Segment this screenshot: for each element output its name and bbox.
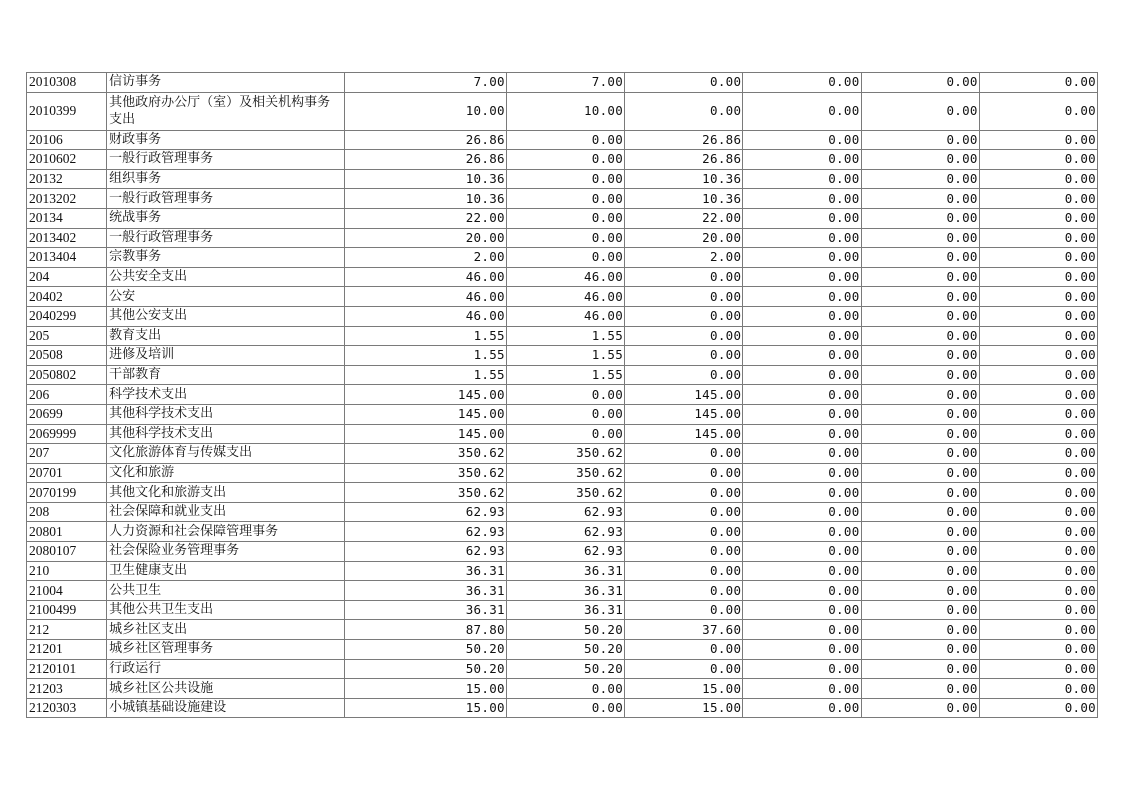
amount-col-2-cell: 50.20: [506, 620, 624, 640]
amount-col-4-cell: 0.00: [743, 248, 861, 268]
table-row: [27, 150, 1098, 170]
amount-col-2-cell: 0.00: [506, 248, 624, 268]
budget-table-page: [26, 72, 1098, 718]
amount-col-4-cell: 0.00: [743, 404, 861, 424]
subject-code-cell: 2120101: [27, 659, 107, 679]
table-row: [27, 640, 1098, 660]
amount-col-3-cell: 15.00: [625, 698, 743, 718]
amount-col-3-cell: 0.00: [625, 365, 743, 385]
amount-col-3-cell: 0.00: [625, 306, 743, 326]
subject-code-cell: 2013402: [27, 228, 107, 248]
amount-col-5-cell: 0.00: [861, 542, 979, 562]
amount-col-2-cell: 0.00: [506, 189, 624, 209]
amount-col-3-cell: 0.00: [625, 92, 743, 130]
total-amount-cell: 145.00: [344, 404, 506, 424]
table-row: [27, 267, 1098, 287]
subject-code-cell: 2069999: [27, 424, 107, 444]
amount-col-5-cell: 0.00: [861, 600, 979, 620]
subject-name-cell: 宗教事务: [107, 248, 344, 268]
subject-code-cell: 2013404: [27, 248, 107, 268]
amount-col-3-cell: 15.00: [625, 679, 743, 699]
table-row: [27, 502, 1098, 522]
amount-col-5-cell: 0.00: [861, 169, 979, 189]
amount-col-2-cell: 46.00: [506, 287, 624, 307]
amount-col-6-cell: 0.00: [979, 542, 1097, 562]
amount-col-6-cell: 0.00: [979, 483, 1097, 503]
amount-col-5-cell: 0.00: [861, 92, 979, 130]
total-amount-cell: 36.31: [344, 581, 506, 601]
amount-col-2-cell: 36.31: [506, 561, 624, 581]
subject-name-cell: 公共安全支出: [107, 267, 344, 287]
total-amount-cell: 20.00: [344, 228, 506, 248]
total-amount-cell: 46.00: [344, 306, 506, 326]
amount-col-4-cell: 0.00: [743, 561, 861, 581]
amount-col-2-cell: 350.62: [506, 444, 624, 464]
table-row: [27, 483, 1098, 503]
amount-col-3-cell: 145.00: [625, 424, 743, 444]
amount-col-2-cell: 36.31: [506, 581, 624, 601]
amount-col-2-cell: 0.00: [506, 169, 624, 189]
subject-name-cell: 科学技术支出: [107, 385, 344, 405]
total-amount-cell: 1.55: [344, 346, 506, 366]
total-amount-cell: 26.86: [344, 150, 506, 170]
subject-code-cell: 206: [27, 385, 107, 405]
table-row: [27, 659, 1098, 679]
amount-col-5-cell: 0.00: [861, 189, 979, 209]
amount-col-5-cell: 0.00: [861, 346, 979, 366]
subject-name-cell: 公安: [107, 287, 344, 307]
amount-col-6-cell: 0.00: [979, 228, 1097, 248]
amount-col-4-cell: 0.00: [743, 620, 861, 640]
amount-col-2-cell: 50.20: [506, 640, 624, 660]
amount-col-4-cell: 0.00: [743, 169, 861, 189]
amount-col-6-cell: 0.00: [979, 189, 1097, 209]
table-row: [27, 130, 1098, 150]
amount-col-2-cell: 0.00: [506, 404, 624, 424]
subject-name-cell: 教育支出: [107, 326, 344, 346]
amount-col-6-cell: 0.00: [979, 346, 1097, 366]
amount-col-4-cell: 0.00: [743, 640, 861, 660]
amount-col-3-cell: 26.86: [625, 150, 743, 170]
total-amount-cell: 2.00: [344, 248, 506, 268]
amount-col-2-cell: 350.62: [506, 483, 624, 503]
amount-col-2-cell: 46.00: [506, 267, 624, 287]
subject-code-cell: 20508: [27, 346, 107, 366]
total-amount-cell: 350.62: [344, 444, 506, 464]
amount-col-4-cell: 0.00: [743, 659, 861, 679]
amount-col-3-cell: 26.86: [625, 130, 743, 150]
amount-col-4-cell: 0.00: [743, 73, 861, 93]
amount-col-6-cell: 0.00: [979, 150, 1097, 170]
amount-col-3-cell: 0.00: [625, 561, 743, 581]
total-amount-cell: 62.93: [344, 502, 506, 522]
table-row: [27, 542, 1098, 562]
amount-col-3-cell: 0.00: [625, 326, 743, 346]
amount-col-6-cell: 0.00: [979, 169, 1097, 189]
total-amount-cell: 87.80: [344, 620, 506, 640]
amount-col-6-cell: 0.00: [979, 581, 1097, 601]
subject-code-cell: 2080107: [27, 542, 107, 562]
amount-col-2-cell: 46.00: [506, 306, 624, 326]
amount-col-5-cell: 0.00: [861, 561, 979, 581]
table-row: [27, 248, 1098, 268]
subject-code-cell: 2040299: [27, 306, 107, 326]
table-row: [27, 522, 1098, 542]
amount-col-5-cell: 0.00: [861, 698, 979, 718]
total-amount-cell: 15.00: [344, 679, 506, 699]
total-amount-cell: 15.00: [344, 698, 506, 718]
subject-name-cell: 进修及培训: [107, 346, 344, 366]
subject-code-cell: 20699: [27, 404, 107, 424]
total-amount-cell: 1.55: [344, 365, 506, 385]
subject-code-cell: 208: [27, 502, 107, 522]
total-amount-cell: 7.00: [344, 73, 506, 93]
amount-col-5-cell: 0.00: [861, 306, 979, 326]
table-row: [27, 228, 1098, 248]
amount-col-4-cell: 0.00: [743, 600, 861, 620]
amount-col-2-cell: 62.93: [506, 502, 624, 522]
total-amount-cell: 36.31: [344, 561, 506, 581]
amount-col-4-cell: 0.00: [743, 208, 861, 228]
amount-col-5-cell: 0.00: [861, 640, 979, 660]
amount-col-6-cell: 0.00: [979, 561, 1097, 581]
amount-col-5-cell: 0.00: [861, 326, 979, 346]
subject-name-cell: 一般行政管理事务: [107, 189, 344, 209]
amount-col-6-cell: 0.00: [979, 444, 1097, 464]
amount-col-6-cell: 0.00: [979, 424, 1097, 444]
amount-col-2-cell: 1.55: [506, 365, 624, 385]
amount-col-4-cell: 0.00: [743, 92, 861, 130]
table-row: [27, 581, 1098, 601]
subject-name-cell: 社会保险业务管理事务: [107, 542, 344, 562]
amount-col-2-cell: 0.00: [506, 228, 624, 248]
amount-col-5-cell: 0.00: [861, 483, 979, 503]
subject-code-cell: 2050802: [27, 365, 107, 385]
amount-col-3-cell: 0.00: [625, 287, 743, 307]
total-amount-cell: 62.93: [344, 522, 506, 542]
subject-name-cell: 人力资源和社会保障管理事务: [107, 522, 344, 542]
amount-col-5-cell: 0.00: [861, 444, 979, 464]
amount-col-4-cell: 0.00: [743, 346, 861, 366]
total-amount-cell: 10.00: [344, 92, 506, 130]
amount-col-2-cell: 0.00: [506, 130, 624, 150]
amount-col-3-cell: 0.00: [625, 542, 743, 562]
amount-col-4-cell: 0.00: [743, 444, 861, 464]
table-row: [27, 424, 1098, 444]
total-amount-cell: 1.55: [344, 326, 506, 346]
amount-col-3-cell: 2.00: [625, 248, 743, 268]
total-amount-cell: 10.36: [344, 189, 506, 209]
subject-name-cell: 城乡社区支出: [107, 620, 344, 640]
amount-col-3-cell: 0.00: [625, 659, 743, 679]
subject-code-cell: 2010308: [27, 73, 107, 93]
total-amount-cell: 145.00: [344, 385, 506, 405]
total-amount-cell: 145.00: [344, 424, 506, 444]
table-row: [27, 73, 1098, 93]
amount-col-5-cell: 0.00: [861, 581, 979, 601]
amount-col-6-cell: 0.00: [979, 287, 1097, 307]
amount-col-5-cell: 0.00: [861, 463, 979, 483]
subject-code-cell: 205: [27, 326, 107, 346]
table-row: [27, 208, 1098, 228]
amount-col-2-cell: 62.93: [506, 522, 624, 542]
subject-name-cell: 其他文化和旅游支出: [107, 483, 344, 503]
amount-col-5-cell: 0.00: [861, 130, 979, 150]
table-row: [27, 306, 1098, 326]
subject-code-cell: 20106: [27, 130, 107, 150]
amount-col-6-cell: 0.00: [979, 267, 1097, 287]
amount-col-4-cell: 0.00: [743, 424, 861, 444]
amount-col-5-cell: 0.00: [861, 659, 979, 679]
total-amount-cell: 50.20: [344, 659, 506, 679]
amount-col-3-cell: 0.00: [625, 502, 743, 522]
amount-col-4-cell: 0.00: [743, 542, 861, 562]
subject-code-cell: 2013202: [27, 189, 107, 209]
amount-col-6-cell: 0.00: [979, 522, 1097, 542]
subject-name-cell: 小城镇基础设施建设: [107, 698, 344, 718]
subject-code-cell: 21203: [27, 679, 107, 699]
amount-col-2-cell: 0.00: [506, 150, 624, 170]
total-amount-cell: 350.62: [344, 463, 506, 483]
amount-col-3-cell: 0.00: [625, 522, 743, 542]
subject-name-cell: 其他公安支出: [107, 306, 344, 326]
amount-col-4-cell: 0.00: [743, 698, 861, 718]
amount-col-2-cell: 7.00: [506, 73, 624, 93]
subject-name-cell: 公共卫生: [107, 581, 344, 601]
amount-col-3-cell: 0.00: [625, 581, 743, 601]
amount-col-2-cell: 1.55: [506, 346, 624, 366]
amount-col-2-cell: 0.00: [506, 385, 624, 405]
amount-col-3-cell: 22.00: [625, 208, 743, 228]
amount-col-4-cell: 0.00: [743, 365, 861, 385]
amount-col-6-cell: 0.00: [979, 73, 1097, 93]
amount-col-4-cell: 0.00: [743, 385, 861, 405]
amount-col-6-cell: 0.00: [979, 248, 1097, 268]
amount-col-4-cell: 0.00: [743, 306, 861, 326]
amount-col-3-cell: 0.00: [625, 640, 743, 660]
amount-col-3-cell: 145.00: [625, 404, 743, 424]
subject-code-cell: 210: [27, 561, 107, 581]
amount-col-6-cell: 0.00: [979, 130, 1097, 150]
amount-col-6-cell: 0.00: [979, 698, 1097, 718]
table-row: [27, 169, 1098, 189]
amount-col-6-cell: 0.00: [979, 679, 1097, 699]
subject-code-cell: 21004: [27, 581, 107, 601]
subject-code-cell: 204: [27, 267, 107, 287]
amount-col-3-cell: 0.00: [625, 600, 743, 620]
subject-code-cell: 207: [27, 444, 107, 464]
amount-col-6-cell: 0.00: [979, 92, 1097, 130]
table-row: [27, 404, 1098, 424]
subject-name-cell: 一般行政管理事务: [107, 150, 344, 170]
amount-col-4-cell: 0.00: [743, 483, 861, 503]
subject-code-cell: 212: [27, 620, 107, 640]
amount-col-6-cell: 0.00: [979, 463, 1097, 483]
subject-name-cell: 组织事务: [107, 169, 344, 189]
amount-col-2-cell: 350.62: [506, 463, 624, 483]
amount-col-2-cell: 0.00: [506, 424, 624, 444]
table-row: [27, 620, 1098, 640]
subject-name-cell: 一般行政管理事务: [107, 228, 344, 248]
total-amount-cell: 50.20: [344, 640, 506, 660]
amount-col-4-cell: 0.00: [743, 287, 861, 307]
subject-name-cell: 其他科学技术支出: [107, 424, 344, 444]
total-amount-cell: 22.00: [344, 208, 506, 228]
amount-col-5-cell: 0.00: [861, 502, 979, 522]
amount-col-4-cell: 0.00: [743, 267, 861, 287]
amount-col-6-cell: 0.00: [979, 385, 1097, 405]
amount-col-3-cell: 20.00: [625, 228, 743, 248]
total-amount-cell: 350.62: [344, 483, 506, 503]
subject-code-cell: 2010399: [27, 92, 107, 130]
amount-col-5-cell: 0.00: [861, 150, 979, 170]
amount-col-2-cell: 36.31: [506, 600, 624, 620]
table-row: [27, 698, 1098, 718]
amount-col-3-cell: 10.36: [625, 189, 743, 209]
subject-code-cell: 20134: [27, 208, 107, 228]
table-row: [27, 365, 1098, 385]
amount-col-6-cell: 0.00: [979, 208, 1097, 228]
amount-col-5-cell: 0.00: [861, 424, 979, 444]
amount-col-6-cell: 0.00: [979, 502, 1097, 522]
budget-table: [26, 72, 1098, 718]
amount-col-4-cell: 0.00: [743, 189, 861, 209]
subject-code-cell: 20801: [27, 522, 107, 542]
table-row: [27, 444, 1098, 464]
table-row: [27, 287, 1098, 307]
amount-col-5-cell: 0.00: [861, 248, 979, 268]
amount-col-6-cell: 0.00: [979, 640, 1097, 660]
subject-code-cell: 2100499: [27, 600, 107, 620]
subject-name-cell: 社会保障和就业支出: [107, 502, 344, 522]
total-amount-cell: 46.00: [344, 267, 506, 287]
total-amount-cell: 62.93: [344, 542, 506, 562]
amount-col-4-cell: 0.00: [743, 679, 861, 699]
amount-col-3-cell: 37.60: [625, 620, 743, 640]
total-amount-cell: 26.86: [344, 130, 506, 150]
amount-col-4-cell: 0.00: [743, 130, 861, 150]
amount-col-5-cell: 0.00: [861, 404, 979, 424]
table-row: [27, 679, 1098, 699]
subject-name-cell: 其他科学技术支出: [107, 404, 344, 424]
table-row: [27, 385, 1098, 405]
amount-col-5-cell: 0.00: [861, 228, 979, 248]
amount-col-4-cell: 0.00: [743, 522, 861, 542]
amount-col-3-cell: 0.00: [625, 444, 743, 464]
total-amount-cell: 10.36: [344, 169, 506, 189]
amount-col-5-cell: 0.00: [861, 620, 979, 640]
amount-col-3-cell: 145.00: [625, 385, 743, 405]
amount-col-5-cell: 0.00: [861, 679, 979, 699]
amount-col-2-cell: 0.00: [506, 679, 624, 699]
amount-col-3-cell: 0.00: [625, 267, 743, 287]
amount-col-4-cell: 0.00: [743, 228, 861, 248]
subject-code-cell: 20402: [27, 287, 107, 307]
amount-col-6-cell: 0.00: [979, 600, 1097, 620]
table-row: [27, 326, 1098, 346]
subject-code-cell: 20701: [27, 463, 107, 483]
table-row: [27, 463, 1098, 483]
subject-name-cell: 其他政府办公厅（室）及相关机构事务支出: [107, 92, 344, 130]
subject-name-cell: 财政事务: [107, 130, 344, 150]
subject-name-cell: 卫生健康支出: [107, 561, 344, 581]
total-amount-cell: 46.00: [344, 287, 506, 307]
amount-col-3-cell: 0.00: [625, 346, 743, 366]
amount-col-2-cell: 1.55: [506, 326, 624, 346]
amount-col-5-cell: 0.00: [861, 385, 979, 405]
total-amount-cell: 36.31: [344, 600, 506, 620]
amount-col-2-cell: 62.93: [506, 542, 624, 562]
amount-col-6-cell: 0.00: [979, 326, 1097, 346]
amount-col-6-cell: 0.00: [979, 306, 1097, 326]
table-row: [27, 189, 1098, 209]
amount-col-3-cell: 0.00: [625, 463, 743, 483]
amount-col-4-cell: 0.00: [743, 502, 861, 522]
amount-col-2-cell: 0.00: [506, 208, 624, 228]
amount-col-4-cell: 0.00: [743, 326, 861, 346]
amount-col-6-cell: 0.00: [979, 659, 1097, 679]
amount-col-5-cell: 0.00: [861, 287, 979, 307]
subject-name-cell: 城乡社区管理事务: [107, 640, 344, 660]
amount-col-3-cell: 0.00: [625, 73, 743, 93]
amount-col-5-cell: 0.00: [861, 73, 979, 93]
amount-col-2-cell: 0.00: [506, 698, 624, 718]
subject-name-cell: 文化旅游体育与传媒支出: [107, 444, 344, 464]
amount-col-6-cell: 0.00: [979, 365, 1097, 385]
subject-code-cell: 21201: [27, 640, 107, 660]
amount-col-2-cell: 50.20: [506, 659, 624, 679]
subject-code-cell: 2010602: [27, 150, 107, 170]
amount-col-5-cell: 0.00: [861, 267, 979, 287]
subject-code-cell: 2120303: [27, 698, 107, 718]
table-row: [27, 346, 1098, 366]
amount-col-5-cell: 0.00: [861, 365, 979, 385]
subject-code-cell: 2070199: [27, 483, 107, 503]
amount-col-4-cell: 0.00: [743, 463, 861, 483]
subject-name-cell: 文化和旅游: [107, 463, 344, 483]
subject-name-cell: 行政运行: [107, 659, 344, 679]
subject-name-cell: 统战事务: [107, 208, 344, 228]
amount-col-4-cell: 0.00: [743, 581, 861, 601]
amount-col-3-cell: 10.36: [625, 169, 743, 189]
table-row: [27, 561, 1098, 581]
amount-col-5-cell: 0.00: [861, 522, 979, 542]
amount-col-3-cell: 0.00: [625, 483, 743, 503]
table-body: [27, 73, 1098, 718]
amount-col-2-cell: 10.00: [506, 92, 624, 130]
table-row: [27, 600, 1098, 620]
subject-code-cell: 20132: [27, 169, 107, 189]
subject-name-cell: 城乡社区公共设施: [107, 679, 344, 699]
table-row: [27, 92, 1098, 130]
amount-col-5-cell: 0.00: [861, 208, 979, 228]
subject-name-cell: 干部教育: [107, 365, 344, 385]
amount-col-6-cell: 0.00: [979, 404, 1097, 424]
amount-col-6-cell: 0.00: [979, 620, 1097, 640]
subject-name-cell: 信访事务: [107, 73, 344, 93]
subject-name-cell: 其他公共卫生支出: [107, 600, 344, 620]
amount-col-4-cell: 0.00: [743, 150, 861, 170]
